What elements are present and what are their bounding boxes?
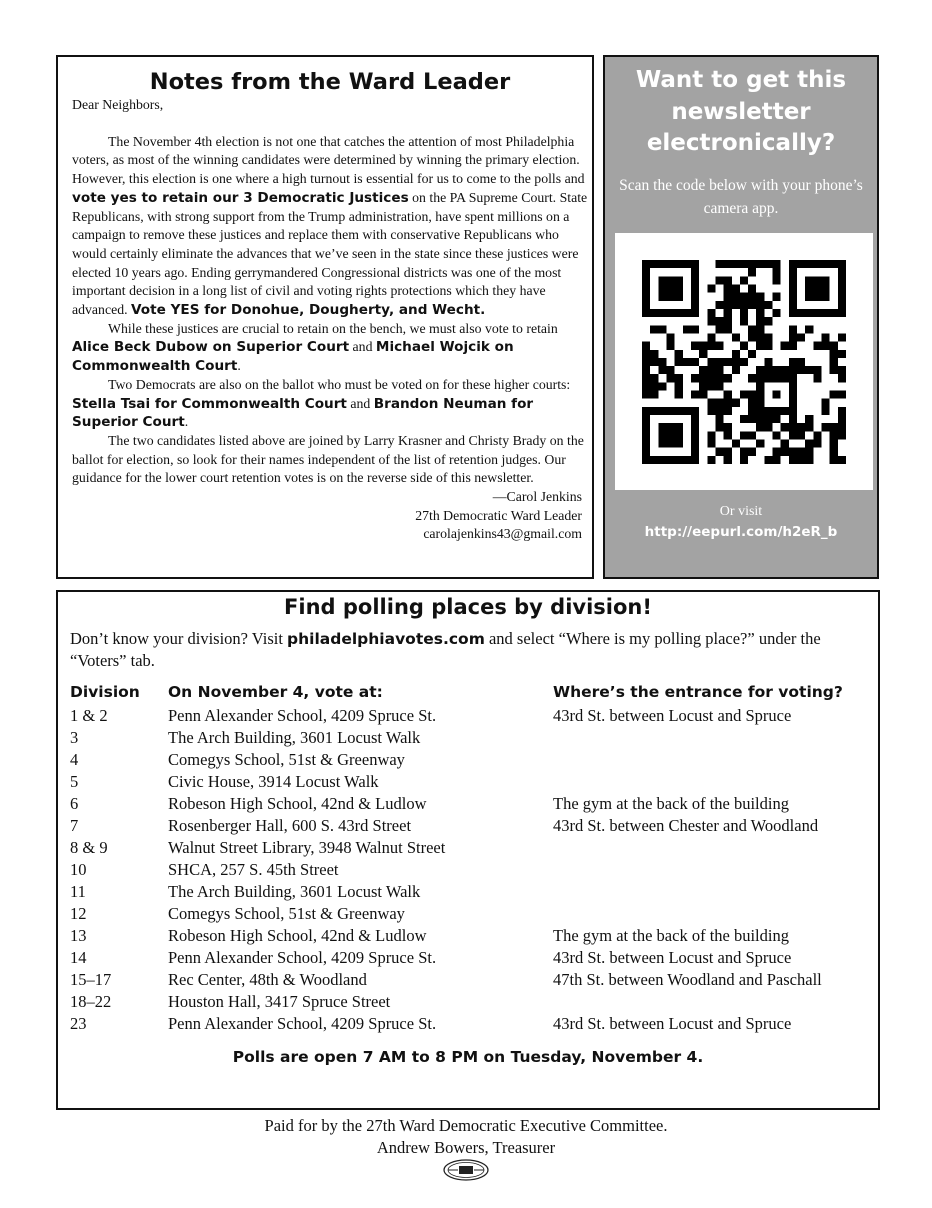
highlight: Alice Beck Dubow on Superior Court bbox=[72, 339, 350, 356]
highlight: vote yes to retain our 3 Democratic Justices bbox=[72, 189, 409, 206]
polling-hours: Polls are open 7 AM to 8 PM on Tuesday, November 4. bbox=[232, 1048, 704, 1066]
row-division: 7 bbox=[70, 816, 79, 835]
row-division: 6 bbox=[70, 794, 79, 813]
polling-row bbox=[70, 749, 870, 771]
row-division: 8 & 9 bbox=[70, 838, 108, 857]
text: While these justices are crucial to retain on the bench, we must also vote to retain bbox=[108, 320, 558, 336]
row-division: 5 bbox=[70, 772, 79, 791]
letter-paragraph: The two candidates listed above are joined by Larry Krasner and Christy Brady on the ballot for election, so look for their names independent of the list of retention judges. Our guidance for the lower court retention votes is on the reverse side of this newsletter. bbox=[72, 432, 584, 486]
treasurer-line: Andrew Bowers, Treasurer bbox=[376, 1138, 556, 1157]
row-entrance: 43rd St. between Locust and Spruce bbox=[553, 706, 792, 725]
text: . bbox=[237, 358, 241, 374]
row-location: Robeson High School, 42nd & Ludlow bbox=[168, 926, 427, 945]
philadelphiavotes-link[interactable]: philadelphiavotes.com bbox=[287, 630, 485, 648]
polling-row bbox=[70, 837, 870, 859]
row-location: The Arch Building, 3601 Locust Walk bbox=[168, 728, 421, 747]
polling-row bbox=[70, 1013, 870, 1035]
qr-code-panel[interactable] bbox=[615, 233, 873, 490]
spacer bbox=[72, 115, 588, 133]
text: . bbox=[184, 414, 189, 430]
signature-title: 27th Democratic Ward Leader bbox=[415, 507, 582, 523]
row-division: 23 bbox=[70, 1014, 87, 1033]
row-division: 4 bbox=[70, 750, 79, 769]
row-location: Rec Center, 48th & Woodland bbox=[168, 970, 367, 989]
text: Two Democrats are also on the ballot who must be voted on for these higher courts: bbox=[108, 376, 571, 392]
row-division: 13 bbox=[70, 926, 87, 945]
row-location: Penn Alexander School, 4209 Spruce St. bbox=[168, 706, 437, 725]
row-entrance: 43rd St. between Locust and Spruce bbox=[553, 948, 792, 967]
polling-row bbox=[70, 991, 870, 1013]
row-location: The Arch Building, 3601 Locust Walk bbox=[168, 882, 421, 901]
row-location: Penn Alexander School, 4209 Spruce St. bbox=[168, 1014, 437, 1033]
row-location: Robeson High School, 42nd & Ludlow bbox=[168, 794, 427, 813]
polling-row bbox=[70, 947, 870, 969]
row-location: Penn Alexander School, 4209 Spruce St. bbox=[168, 948, 437, 967]
row-location: Houston Hall, 3417 Spruce Street bbox=[168, 992, 391, 1011]
row-location: Walnut Street Library, 3948 Walnut Street bbox=[168, 838, 446, 857]
text: and select “Where is my polling place?” under the “Voters” tab. bbox=[70, 629, 821, 670]
signature-name: —Carol Jenkins bbox=[492, 489, 582, 505]
ward-notes-title: Notes from the Ward Leader bbox=[149, 69, 511, 95]
paid-for-line: Paid for by the 27th Ward Democratic Executive Committee. bbox=[264, 1116, 668, 1135]
row-division: 10 bbox=[70, 860, 87, 879]
qr-code-icon[interactable] bbox=[642, 260, 846, 464]
row-division: 18–22 bbox=[70, 992, 112, 1011]
ward-leader-notes bbox=[56, 55, 594, 579]
text: and bbox=[349, 339, 376, 355]
subscribe-url-link[interactable]: http://eepurl.com/h2eR_b bbox=[644, 524, 838, 540]
polling-row bbox=[70, 903, 870, 925]
polling-row bbox=[70, 881, 870, 903]
text: and bbox=[346, 395, 374, 411]
polling-row bbox=[70, 969, 870, 991]
polling-title: Find polling places by division! bbox=[284, 595, 652, 619]
row-entrance: The gym at the back of the building bbox=[553, 794, 789, 813]
row-entrance: The gym at the back of the building bbox=[553, 926, 789, 945]
subscribe-heading: Want to get this newsletter electronically? bbox=[635, 67, 847, 156]
polling-row bbox=[70, 925, 870, 947]
polling-row bbox=[70, 727, 870, 749]
subscribe-box bbox=[603, 55, 879, 579]
text: on the PA Supreme Court. State Republicans, with strong support from the Trump administration, have spent millions on a campaign to remove these justices and replace them with conservative Republicans who would certainly eliminate the advances that we’ve seen in the state since these justices were elected 10 years ago. Ending gerrymandered Congressional districts was one of the most important decision in a long list of civil and voting rights protections which they have advanced. bbox=[72, 189, 588, 318]
signature-email: carolajenkins43@gmail.com bbox=[423, 526, 582, 542]
or-visit-label: Or visit bbox=[719, 504, 763, 519]
header-location: On November 4, vote at: bbox=[168, 683, 383, 701]
polling-row bbox=[70, 815, 870, 837]
row-division: 15–17 bbox=[70, 970, 112, 989]
row-division: 3 bbox=[70, 728, 79, 747]
row-division: 1 & 2 bbox=[70, 706, 108, 725]
header-entrance: Where’s the entrance for voting? bbox=[553, 683, 843, 701]
text: Don’t know your division? Visit bbox=[70, 629, 288, 648]
polling-row bbox=[70, 705, 870, 727]
row-location: Comegys School, 51st & Greenway bbox=[168, 750, 405, 769]
subscribe-instructions: Scan the code below with your phone’s camera app. bbox=[619, 176, 863, 217]
polling-row bbox=[70, 771, 870, 793]
highlight: Brandon Neuman for Superior Court bbox=[72, 395, 534, 431]
union-bug-icon bbox=[442, 1158, 490, 1182]
highlight: Michael Wojcik on Commonwealth Court bbox=[72, 339, 514, 375]
row-division: 14 bbox=[70, 948, 87, 967]
row-division: 11 bbox=[70, 882, 86, 901]
salutation: Dear Neighbors, bbox=[72, 97, 164, 112]
row-entrance: 47th St. between Woodland and Paschall bbox=[553, 970, 822, 989]
letter-body bbox=[72, 96, 588, 544]
highlight: Vote YES for Donohue, Dougherty, and Wecht. bbox=[131, 302, 486, 319]
row-location: SHCA, 257 S. 45th Street bbox=[168, 860, 339, 879]
polling-intro bbox=[70, 628, 870, 672]
row-entrance: 43rd St. between Chester and Woodland bbox=[553, 816, 819, 835]
highlight: Stella Tsai for Commonwealth Court bbox=[72, 395, 347, 412]
row-division: 12 bbox=[70, 904, 87, 923]
row-location: Civic House, 3914 Locust Walk bbox=[168, 772, 379, 791]
polling-places-box bbox=[56, 590, 880, 1110]
row-location: Comegys School, 51st & Greenway bbox=[168, 904, 405, 923]
text: The November 4th election is not one that catches the attention of most Philadelphia voters, as most of the winning candidates were determined by winning the primary election. However, this election is one where a high turnout is essential for us to come to the polls and bbox=[72, 133, 585, 187]
header-division: Division bbox=[70, 683, 140, 701]
letter-paragraph bbox=[72, 320, 588, 376]
polling-row bbox=[70, 859, 870, 881]
letter-paragraph bbox=[72, 376, 588, 432]
polling-row bbox=[70, 793, 870, 815]
letter-paragraph bbox=[72, 133, 588, 320]
row-entrance: 43rd St. between Locust and Spruce bbox=[553, 1014, 792, 1033]
row-location: Rosenberger Hall, 600 S. 43rd Street bbox=[168, 816, 412, 835]
footer bbox=[0, 1115, 932, 1159]
